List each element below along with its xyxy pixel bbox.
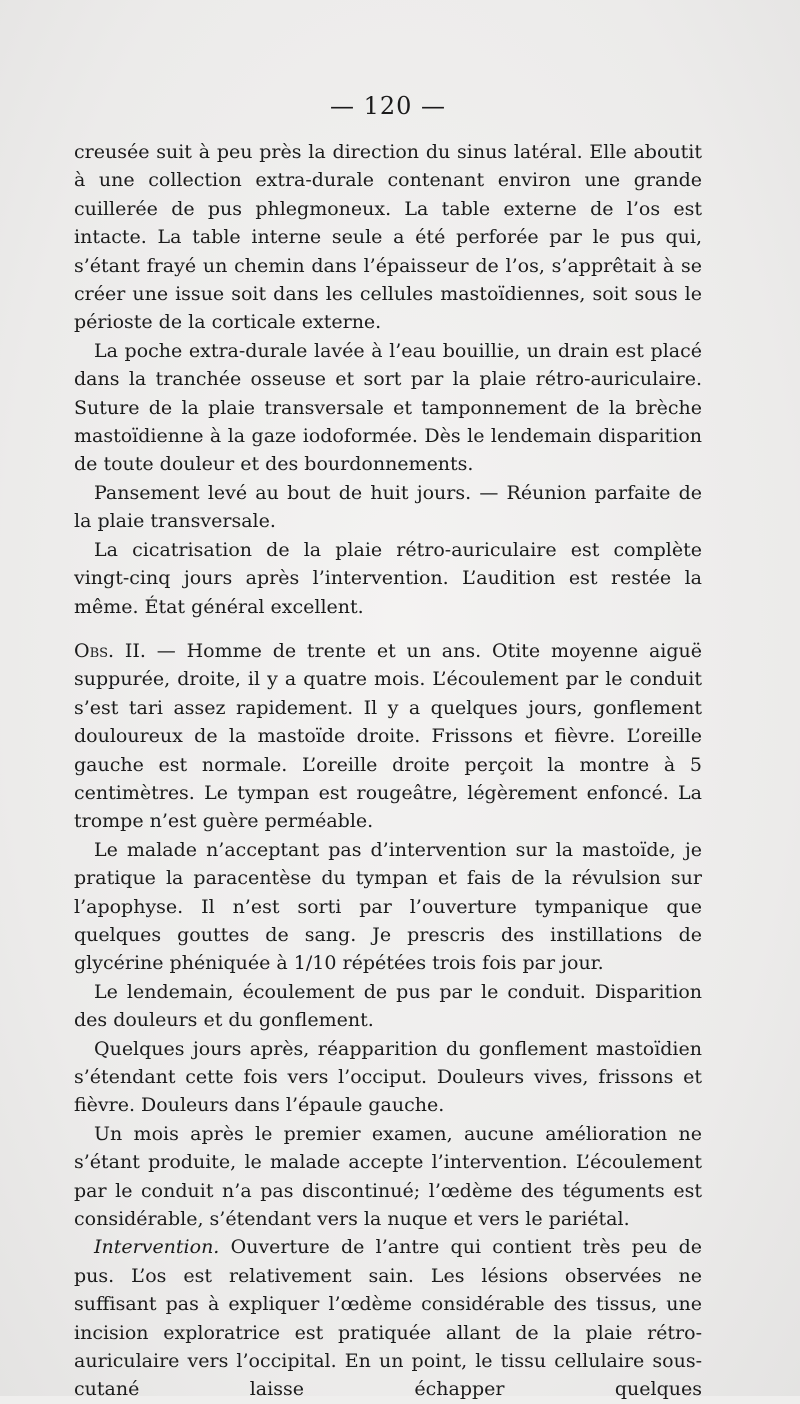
body-text [74, 138, 702, 1404]
paragraph: Le malade n’acceptant pas d’intervention sur la mastoïde, je pratique la paracentèse du tympan et fais de la révulsion sur l’apophyse. Il n’est sorti par l’ouverture tympanique que quelques gouttes de sang. Je prescris des instillations de glycérine phéniquée à 1/10 répétées trois fois par jour. [74, 838, 702, 975]
paragraph-continuation: creusée suit à peu près la direction du sinus latéral. Elle aboutit à une collection extra-durale contenant environ une grande cuillerée de pus phlegmoneux. La table externe de l’os est intacte. La table interne seule a été perforée par le pus qui, s’étant frayé un chemin dans l’épaisseur de l’os, s’apprêtait à se créer une issue soit dans les cellules mastoïdiennes, soit sous le périoste de la corticale externe. [74, 141, 702, 334]
paragraph: Un mois après le premier examen, aucune amélioration ne s’étant produite, le malade accepte l’intervention. L’écoulement par le conduit n’a pas discontinué; l’œdème des téguments est considérable, s’étendant vers la nuque et vers le pariétal. [74, 1122, 702, 1231]
page-number: — 120 — [329, 92, 447, 120]
observation-label: Obs. II. [74, 639, 146, 662]
paragraph: La poche extra-durale lavée à l’eau bouillie, un drain est placé dans la tranchée osseuse et sort par la plaie rétro-auriculaire. Suture de la plaie transversale et tamponnement de la brèche mastoïdienne à la gaze iodoformée. Dès le lendemain disparition de toute douleur et des bourdonnements. [74, 339, 702, 476]
paragraph: Le lendemain, écoulement de pus par le conduit. Disparition des douleurs et du gonflement. [74, 980, 702, 1032]
paragraph: Pansement levé au bout de huit jours. — Réunion parfaite de la plaie transversale. [74, 481, 702, 533]
intervention-text: Ouverture de l’antre qui contient très peu de pus. L’os est relativement sain. Les lésions observées ne suffisant pas à expliquer l’œdème considérable des tissus, une incision exploratrice est pratiquée allant de la plaie rétro-auriculaire vers l’occipital. En un point, le tissu cellulaire sous-cutané laisse échapper quelques [74, 1236, 702, 1401]
intervention-paragraph [74, 1233, 702, 1403]
paragraph: Quelques jours après, réapparition du gonflement mastoïdien s’étendant cette fois vers l’occiput. Douleurs vives, frissons et fièvre. Douleurs dans l’épaule gauche. [74, 1037, 702, 1117]
paragraph: La cicatrisation de la plaie rétro-auriculaire est complète vingt-cinq jours après l’intervention. L’audition est restée la même. État général excellent. [74, 538, 702, 618]
observation-text: — Homme de trente et un ans. Otite moyenne aiguë suppurée, droite, il y a quatre mois. L’écoulement par le conduit s’est tari assez rapidement. Il y a quelques jours, gonflement douloureux de la mastoïde droite. Frissons et fièvre. L’oreille gauche est normale. L’oreille droite perçoit la montre à 5 centimètres. Le tympan est rougeâtre, légèrement enfoncé. La trompe n’est guère perméable. [74, 639, 702, 833]
intervention-label: Intervention. [94, 1236, 220, 1259]
observation-paragraph [74, 637, 702, 836]
